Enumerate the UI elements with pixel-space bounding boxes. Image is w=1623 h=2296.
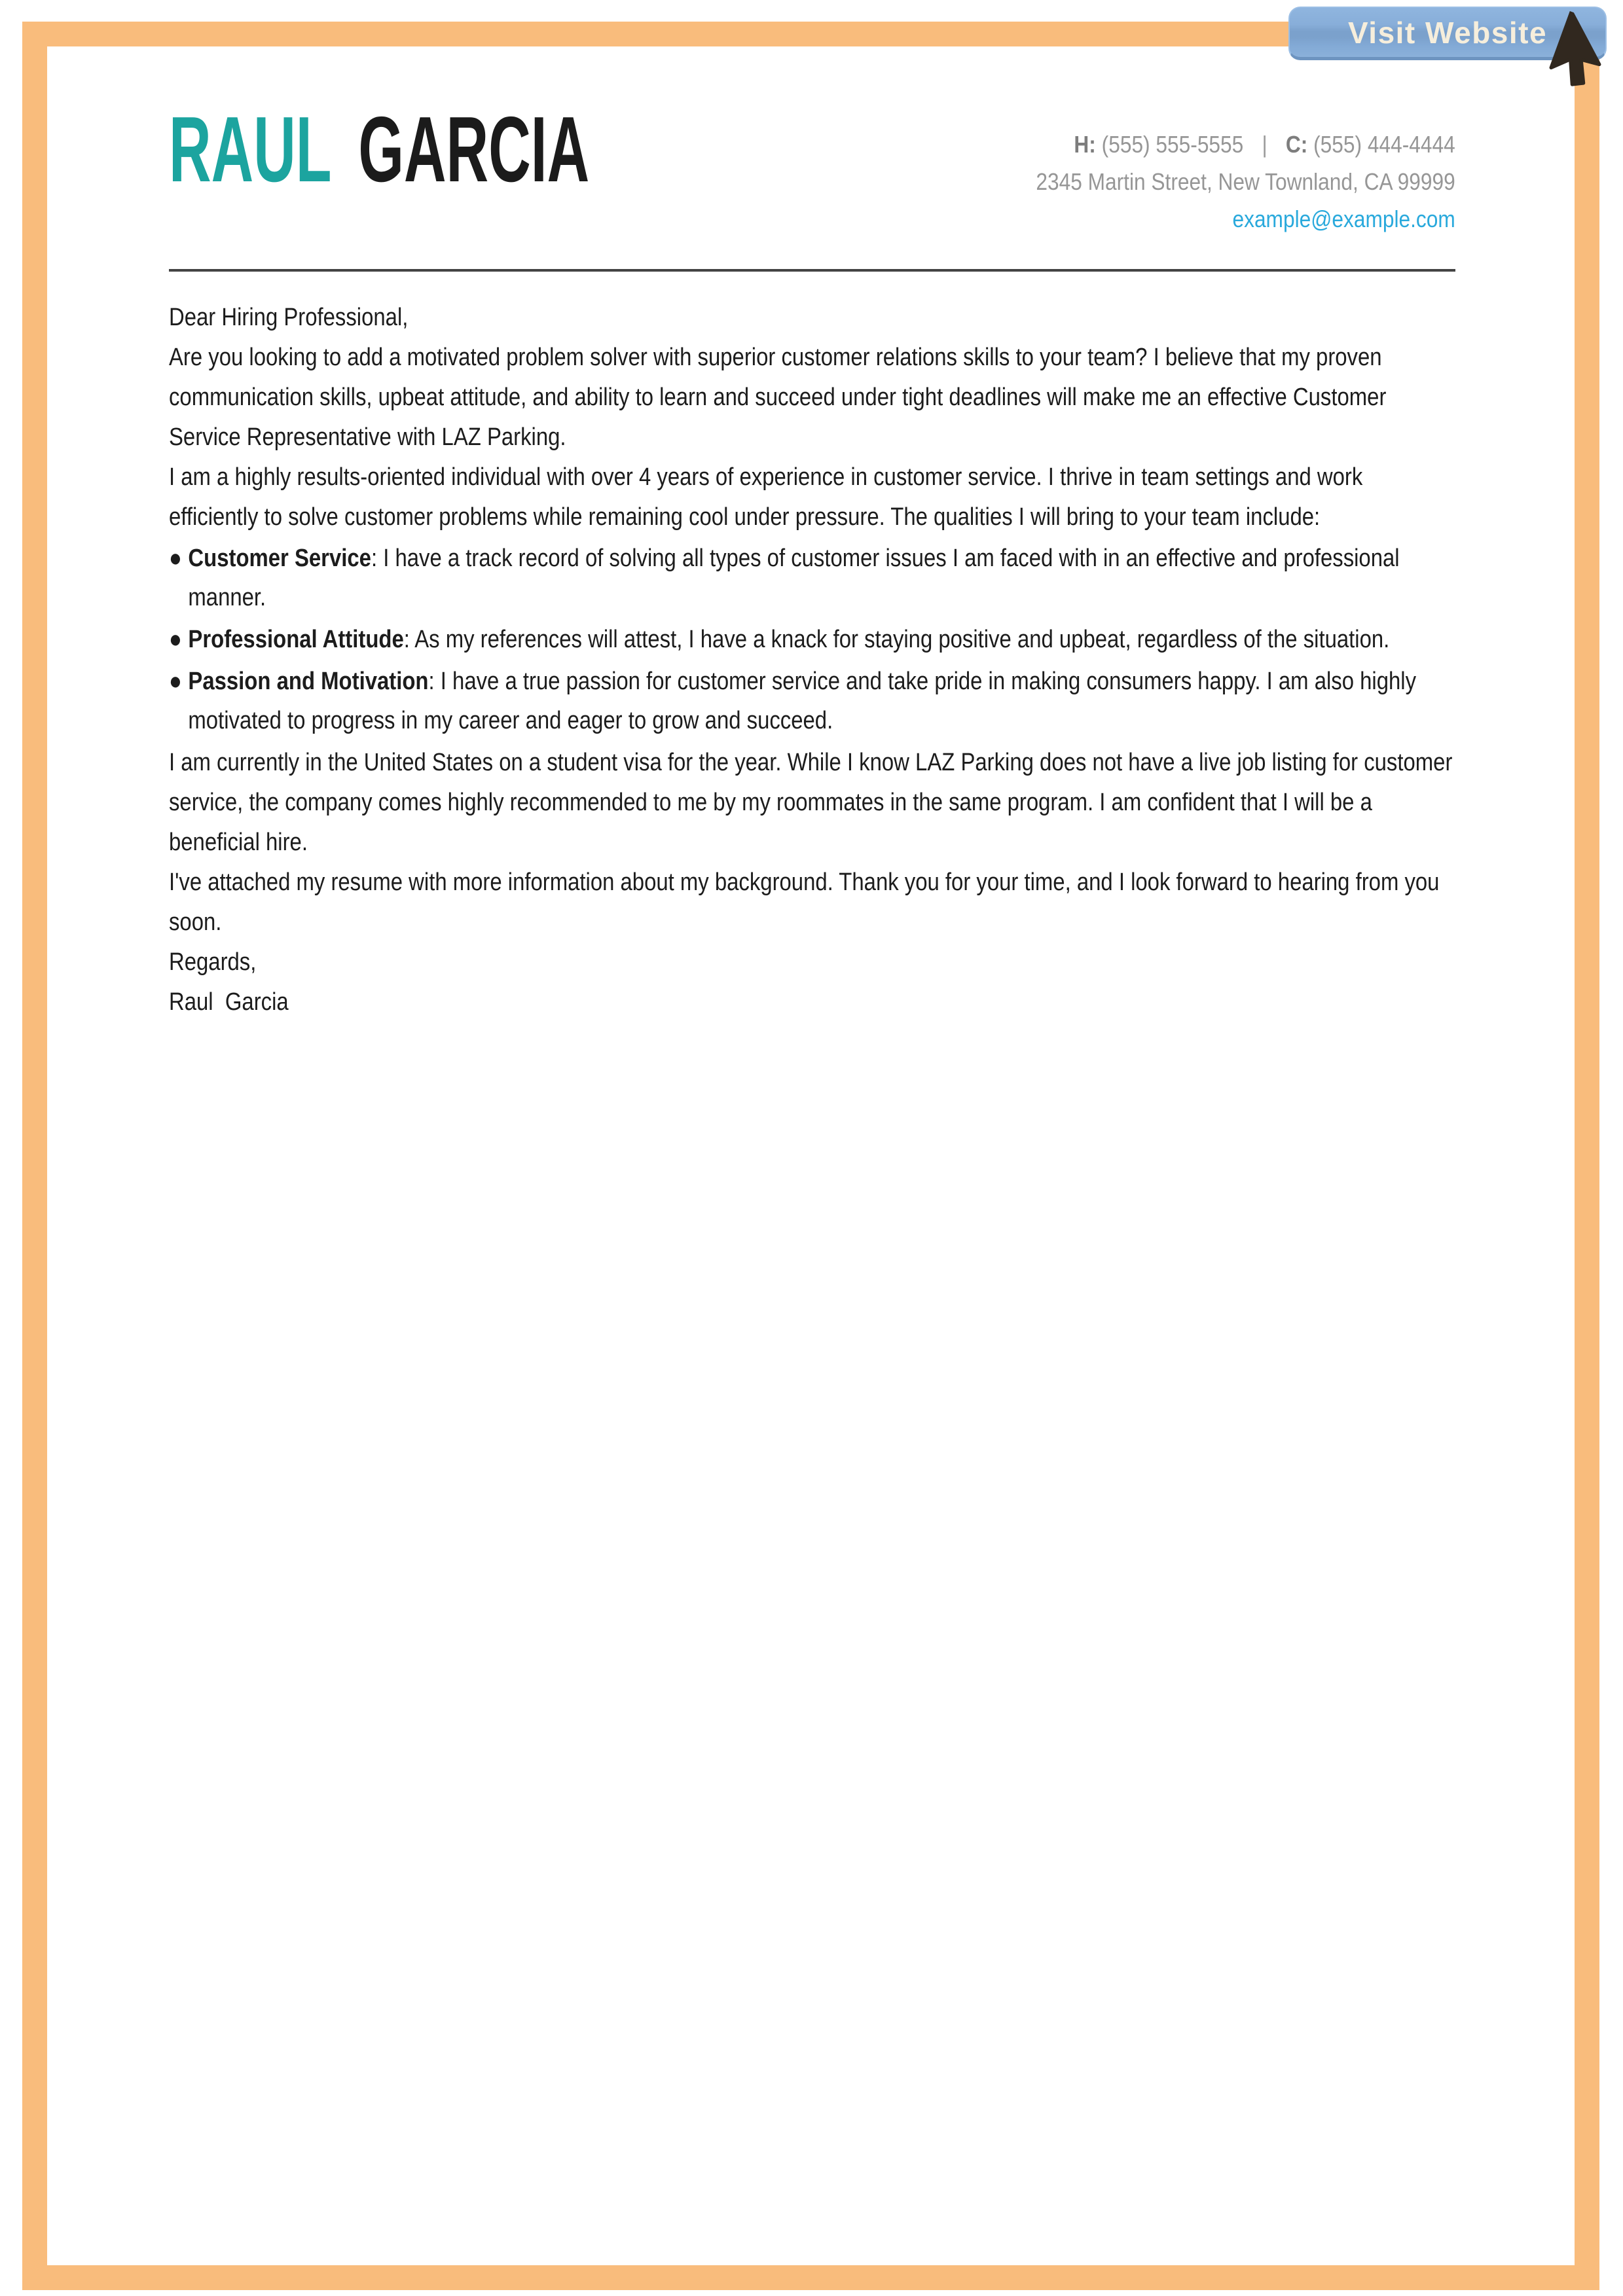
closing: Regards, — [169, 948, 257, 976]
signature: Raul Garcia — [169, 988, 289, 1016]
list-item — [169, 620, 1455, 659]
phone-separator: | — [1262, 131, 1267, 158]
paragraph-thanks: I've attached my resume with more information about my background. Thank you for your time, and I look forward to hearing from you soon. — [169, 869, 1440, 936]
bullet-icon: ● — [169, 545, 182, 572]
visit-website-label: Visit Website — [1347, 15, 1548, 50]
cell-phone-number: (555) 444-4444 — [1313, 131, 1455, 158]
cell-phone-label: C: — [1286, 131, 1308, 158]
bullet-label: Professional Attitude — [188, 626, 404, 653]
paragraph-visa: I am currently in the United States on a student visa for the year. While I know LAZ Parking does not have a live job listing for customer service, the company comes highly recommended to me by my roommates in the same program. I am confident that I will be a beneficial hire. — [169, 749, 1453, 856]
greeting: Dear Hiring Professional, — [169, 304, 409, 331]
paragraph-qualities: I am a highly results-oriented individual with over 4 years of experience in customer service. I thrive in team settings and work efficiently to solve customer problems while remaining cool under pressure. The qualities I will bring to your team include: — [169, 463, 1363, 531]
bullet-text: : I have a track record of solving all types of customer issues I am faced with in an effective and professional manner. — [188, 545, 1400, 611]
qualities-list — [169, 539, 1455, 740]
email-link[interactable]: example@example.com — [1232, 206, 1455, 232]
phone-line — [1036, 126, 1455, 163]
bullet-text: : I have a true passion for customer service and take pride in making consumers happy. I am also highly motivated to progress in my career and eager to grow and succeed. — [188, 668, 1417, 734]
bullet-text: : As my references will attest, I have a knack for staying positive and upbeat, regardless of the situation. — [403, 626, 1390, 653]
contact-info — [1036, 126, 1455, 238]
home-phone-number: (555) 555-5555 — [1101, 131, 1244, 158]
home-phone-label: H: — [1074, 131, 1097, 158]
header — [169, 98, 1455, 268]
header-divider — [169, 269, 1455, 272]
address-line: 2345 Martin Street, New Townland, CA 99999 — [1036, 168, 1455, 195]
letter-body — [169, 298, 1455, 1022]
bullet-icon: ● — [169, 668, 182, 695]
bullet-label: Customer Service — [188, 545, 371, 572]
page-title — [169, 98, 590, 202]
list-item — [169, 662, 1455, 740]
list-item — [169, 539, 1455, 617]
bullet-icon: ● — [169, 626, 182, 653]
last-name: GARCIA — [358, 98, 590, 202]
paragraph-intro: Are you looking to add a motivated problem solver with superior customer relations skills to your team? I believe that my proven communication skills, upbeat attitude, and ability to learn and succeed under tight deadlines will make me an effective Customer Service Representative with LAZ Parking. — [169, 344, 1387, 451]
first-name: RAUL — [169, 98, 331, 202]
bullet-label: Passion and Motivation — [188, 668, 429, 695]
